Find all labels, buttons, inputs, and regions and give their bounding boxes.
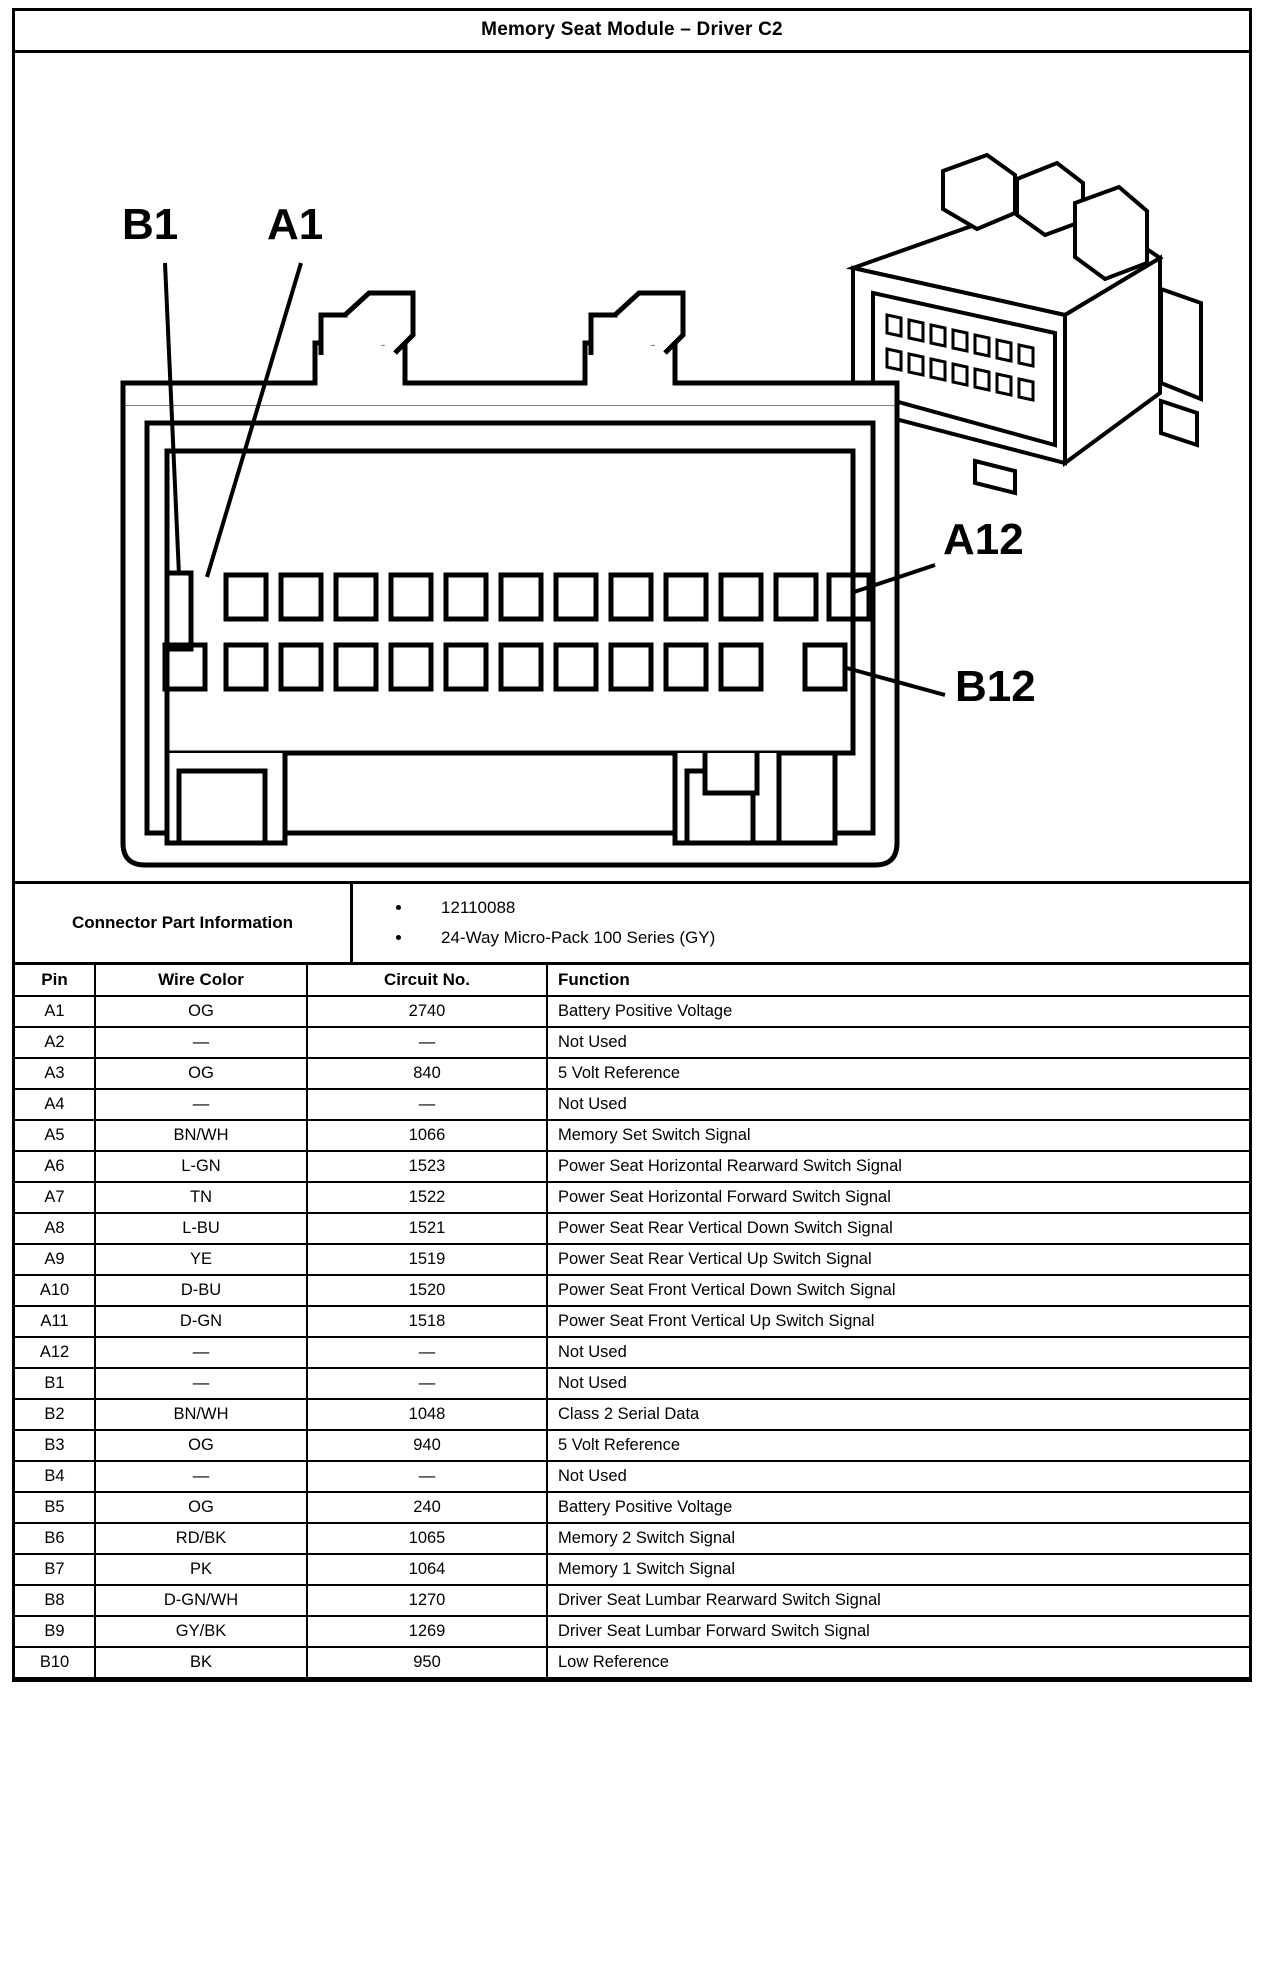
circuit-no-cell: —: [307, 1368, 547, 1399]
wire-color-cell: PK: [95, 1554, 307, 1585]
pin-cell: B3: [15, 1430, 95, 1461]
table-row: [15, 1337, 1249, 1368]
pin-cell: B5: [15, 1492, 95, 1523]
pin-cell: B4: [15, 1461, 95, 1492]
table-row: [15, 1244, 1249, 1275]
function-cell: Power Seat Front Vertical Down Switch Signal: [547, 1275, 1249, 1306]
wire-color-cell: —: [95, 1461, 307, 1492]
pin-table: [15, 965, 1249, 1679]
table-header-row: [15, 965, 1249, 996]
function-cell: Not Used: [547, 1089, 1249, 1120]
function-cell: Memory 1 Switch Signal: [547, 1554, 1249, 1585]
wire-color-cell: YE: [95, 1244, 307, 1275]
pin-cell: B1: [15, 1368, 95, 1399]
pin-cell: A8: [15, 1213, 95, 1244]
pin-cell: A7: [15, 1182, 95, 1213]
callout-a12: A12: [943, 515, 1024, 564]
function-cell: Driver Seat Lumbar Forward Switch Signal: [547, 1616, 1249, 1647]
list-item: • 24-Way Micro-Pack 100 Series (GY): [413, 928, 1249, 948]
table-row: [15, 1151, 1249, 1182]
function-cell: Power Seat Front Vertical Up Switch Signal: [547, 1306, 1249, 1337]
table-row: [15, 1523, 1249, 1554]
table-row: [15, 1647, 1249, 1678]
circuit-no-cell: —: [307, 1027, 547, 1058]
pin-table-body: [15, 996, 1249, 1678]
circuit-no-cell: 1522: [307, 1182, 547, 1213]
table-row: [15, 1461, 1249, 1492]
list-item: • 12110088: [413, 898, 1249, 918]
wire-color-cell: —: [95, 1368, 307, 1399]
connector-drawing: [15, 53, 1249, 879]
function-cell: Memory 2 Switch Signal: [547, 1523, 1249, 1554]
wire-color-cell: —: [95, 1089, 307, 1120]
callout-a1: A1: [267, 200, 324, 249]
function-cell: Not Used: [547, 1027, 1249, 1058]
wire-color-cell: GY/BK: [95, 1616, 307, 1647]
column-header-circuit-no: Circuit No.: [307, 965, 547, 996]
connector-illustration: [15, 53, 1249, 884]
function-cell: Power Seat Horizontal Rearward Switch Signal: [547, 1151, 1249, 1182]
function-cell: Power Seat Horizontal Forward Switch Signal: [547, 1182, 1249, 1213]
table-row: [15, 996, 1249, 1027]
wire-color-cell: BN/WH: [95, 1120, 307, 1151]
callout-b12: B12: [955, 662, 1036, 711]
table-row: [15, 1027, 1249, 1058]
function-cell: Battery Positive Voltage: [547, 996, 1249, 1027]
function-cell: 5 Volt Reference: [547, 1430, 1249, 1461]
function-cell: Not Used: [547, 1337, 1249, 1368]
circuit-no-cell: 940: [307, 1430, 547, 1461]
pin-cell: A6: [15, 1151, 95, 1182]
wire-color-cell: —: [95, 1027, 307, 1058]
column-header-pin: Pin: [15, 965, 95, 996]
table-row: [15, 1306, 1249, 1337]
pin-cell: A2: [15, 1027, 95, 1058]
table-row: [15, 1120, 1249, 1151]
wire-color-cell: RD/BK: [95, 1523, 307, 1554]
pin-cell: A9: [15, 1244, 95, 1275]
pin-cell: A11: [15, 1306, 95, 1337]
pin-cell: A10: [15, 1275, 95, 1306]
page-title: Memory Seat Module – Driver C2: [15, 11, 1249, 53]
wire-color-cell: L-GN: [95, 1151, 307, 1182]
circuit-no-cell: 1066: [307, 1120, 547, 1151]
pin-cell: A5: [15, 1120, 95, 1151]
circuit-no-cell: 1269: [307, 1616, 547, 1647]
function-cell: Driver Seat Lumbar Rearward Switch Signal: [547, 1585, 1249, 1616]
pin-cell: A1: [15, 996, 95, 1027]
pin-cell: B2: [15, 1399, 95, 1430]
pin-cell: B6: [15, 1523, 95, 1554]
column-header-wire-color: Wire Color: [95, 965, 307, 996]
circuit-no-cell: 1518: [307, 1306, 547, 1337]
circuit-no-cell: 1048: [307, 1399, 547, 1430]
circuit-no-cell: 1064: [307, 1554, 547, 1585]
wire-color-cell: BK: [95, 1647, 307, 1678]
pin-cell: B7: [15, 1554, 95, 1585]
pin-table-head: [15, 965, 1249, 996]
column-header-function: Function: [547, 965, 1249, 996]
table-row: [15, 1554, 1249, 1585]
circuit-no-cell: —: [307, 1461, 547, 1492]
function-cell: 5 Volt Reference: [547, 1058, 1249, 1089]
circuit-no-cell: —: [307, 1337, 547, 1368]
table-row: [15, 1430, 1249, 1461]
wire-color-cell: OG: [95, 1430, 307, 1461]
table-row: [15, 1182, 1249, 1213]
wire-color-cell: OG: [95, 1058, 307, 1089]
circuit-no-cell: 2740: [307, 996, 547, 1027]
wire-color-cell: D-BU: [95, 1275, 307, 1306]
wire-color-cell: TN: [95, 1182, 307, 1213]
table-row: [15, 1058, 1249, 1089]
function-cell: Memory Set Switch Signal: [547, 1120, 1249, 1151]
pin-cell: A4: [15, 1089, 95, 1120]
function-cell: Not Used: [547, 1368, 1249, 1399]
wire-color-cell: D-GN/WH: [95, 1585, 307, 1616]
wire-color-cell: L-BU: [95, 1213, 307, 1244]
wire-color-cell: OG: [95, 996, 307, 1027]
connector-part-information-label: Connector Part Information: [15, 884, 353, 962]
circuit-no-cell: 950: [307, 1647, 547, 1678]
table-row: [15, 1368, 1249, 1399]
function-cell: Class 2 Serial Data: [547, 1399, 1249, 1430]
connector-perspective-view: [853, 155, 1201, 493]
circuit-no-cell: 240: [307, 1492, 547, 1523]
pin-cell: A3: [15, 1058, 95, 1089]
function-cell: Power Seat Rear Vertical Down Switch Signal: [547, 1213, 1249, 1244]
circuit-no-cell: —: [307, 1089, 547, 1120]
wire-color-cell: BN/WH: [95, 1399, 307, 1430]
table-row: [15, 1492, 1249, 1523]
wire-color-cell: D-GN: [95, 1306, 307, 1337]
table-row: [15, 1213, 1249, 1244]
function-cell: Power Seat Rear Vertical Up Switch Signal: [547, 1244, 1249, 1275]
function-cell: Low Reference: [547, 1647, 1249, 1678]
wire-color-cell: OG: [95, 1492, 307, 1523]
connector-sheet: [12, 8, 1252, 1682]
circuit-no-cell: 1520: [307, 1275, 547, 1306]
table-row: [15, 1616, 1249, 1647]
table-row: [15, 1089, 1249, 1120]
circuit-no-cell: 1521: [307, 1213, 547, 1244]
pin-cell: B9: [15, 1616, 95, 1647]
circuit-no-cell: 1065: [307, 1523, 547, 1554]
wire-color-cell: —: [95, 1337, 307, 1368]
pin-cell: B10: [15, 1647, 95, 1678]
connector-part-information: [15, 884, 1249, 965]
function-cell: Not Used: [547, 1461, 1249, 1492]
connector-part-list: [353, 898, 1249, 948]
pin-cell: A12: [15, 1337, 95, 1368]
callout-b1: B1: [122, 200, 179, 249]
table-row: [15, 1275, 1249, 1306]
pin-cell: B8: [15, 1585, 95, 1616]
connector-part-information-values: [353, 884, 1249, 962]
table-row: [15, 1585, 1249, 1616]
circuit-no-cell: 1270: [307, 1585, 547, 1616]
function-cell: Battery Positive Voltage: [547, 1492, 1249, 1523]
table-row: [15, 1399, 1249, 1430]
circuit-no-cell: 1519: [307, 1244, 547, 1275]
circuit-no-cell: 840: [307, 1058, 547, 1089]
circuit-no-cell: 1523: [307, 1151, 547, 1182]
